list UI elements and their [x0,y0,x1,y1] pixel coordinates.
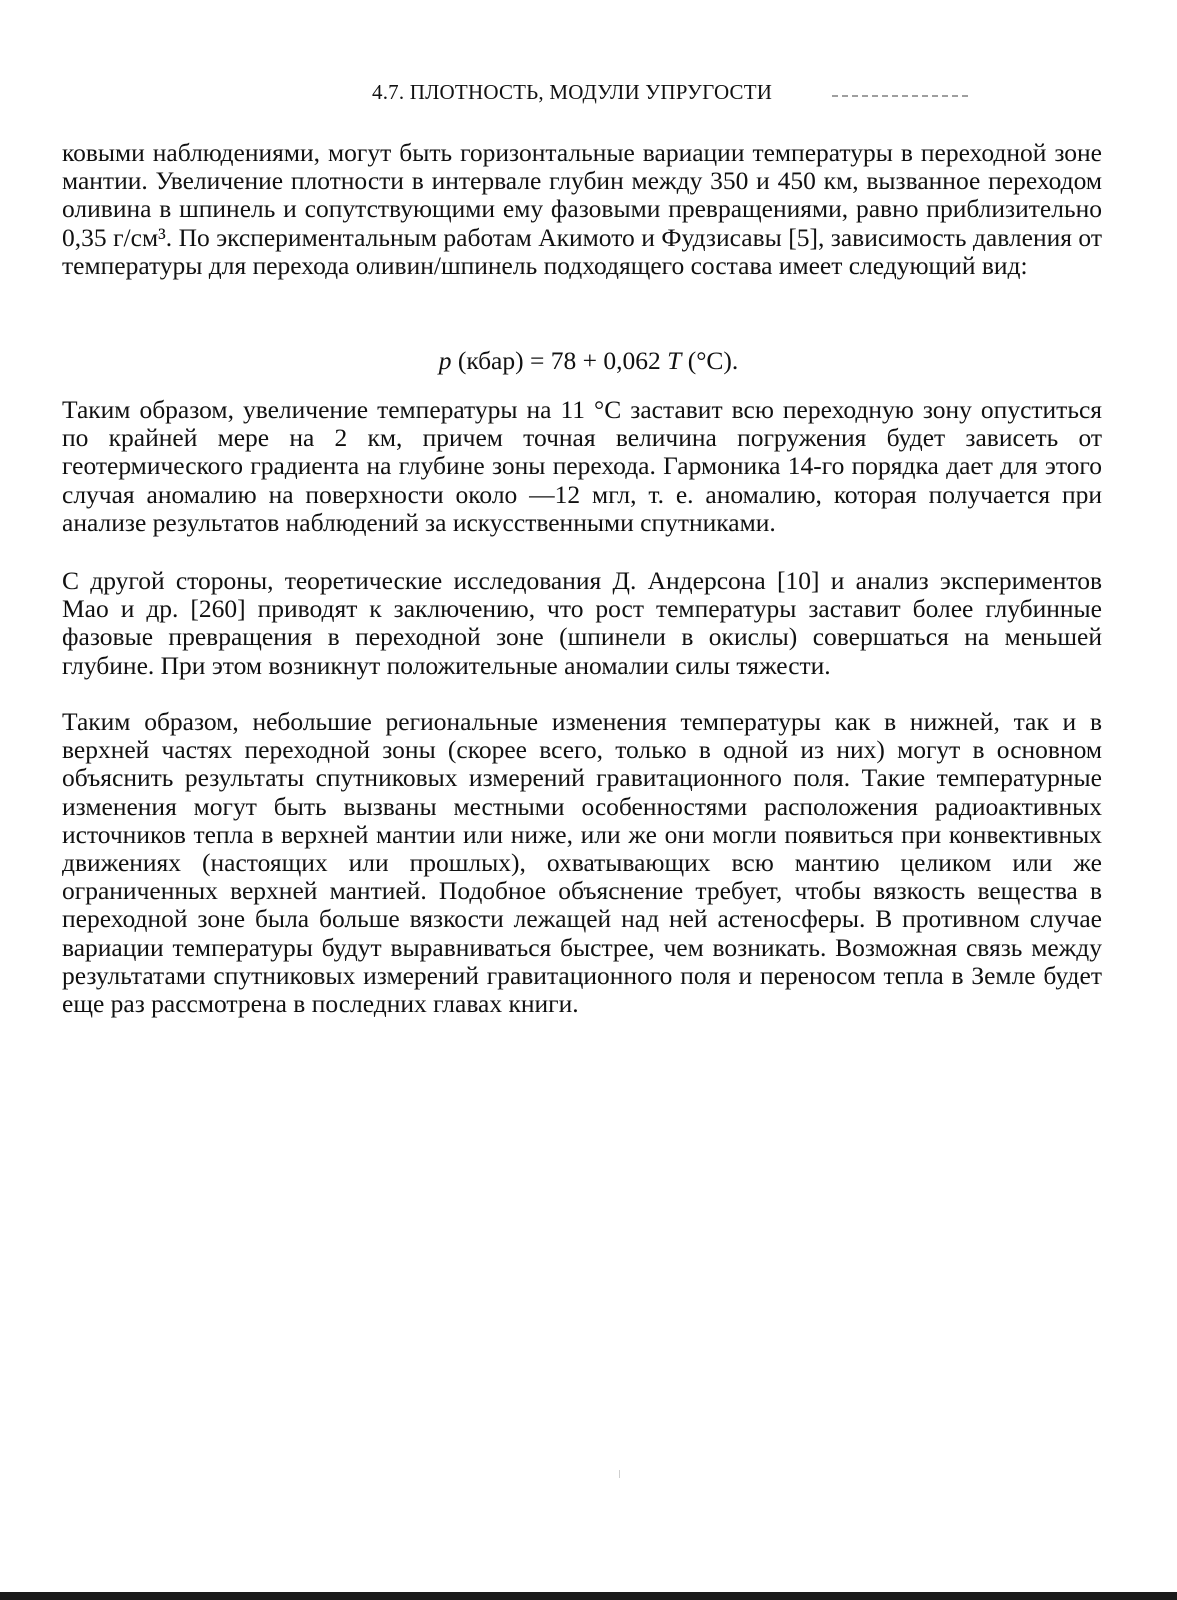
formula-pressure-variable: p [438,346,452,375]
formula-constant: 78 [550,346,577,375]
paragraph-2: Таким образом, увеличение температуры на 11 °С заставит всю переходную зону опуститься по крайней мере на 2 км, причем точная величина погружения будет зависеть от геотермического градиента на глубине зоны перехода. Гармоника 14-го порядка дает для этого случая аномалию на поверхности около —12 мгл, т. е. аномалию, которая получается при анализе результатов наблюдений за искусственными спутниками. [62,395,1102,537]
paragraph-1: ковыми наблюдениями, могут быть горизонтальные вариации температуры в переходной зоне мантии. Увеличение плотности в интервале глубин между 350 и 450 км, вызванное переходом оливина в шпинель и сопутствующими ему фазовыми превращениями, равно приблизительно 0,35 г/см³. По экспериментальным работам Акимото и Фудзисавы [5], зависимость давления от температуры для перехода оливин/шпинель подходящего состава имеет следующий вид: [62,138,1102,280]
scan-bottom-border [0,1592,1177,1600]
formula-temperature-unit: (°С). [687,346,739,375]
formula-plus-sign: + [582,346,598,375]
paragraph-3: С другой стороны, теоретические исследования Д. Андерсона [10] и анализ экспериментов Мао и др. [260] приводят к заключению, что рост температуры заставит более глубинные фазовые превращения в переходной зоне (шпинели в окислы) совершаться на меньшей глубине. При этом возникнут положительные аномалии силы тяжести. [62,566,1102,680]
scan-mark [619,1470,620,1478]
formula [0,346,1177,376]
formula-temperature-variable: T [667,346,682,375]
running-head: 4.7. ПЛОТНОСТЬ, МОДУЛИ УПРУГОСТИ [372,80,773,104]
paragraph-4: Таким образом, небольшие региональные изменения температуры как в нижней, так и в верхней частях переходной зоны (скорее всего, только в одной из них) могут в основном объяснить результаты спутниковых измерений гравитационного поля. Такие температурные изменения могут быть вызваны местными особенностями расположения радиоактивных источников тепла в верхней мантии или ниже, или же они могли появиться при конвективных движениях (настоящих или прошлых), охватывающих всю мантию целиком или же ограниченных верхней мантией. Подобное объяснение требует, чтобы вязкость вещества в переходной зоне была больше вязкости лежащей над ней астеносферы. В противном случае вариации температуры будут выравниваться быстрее, чем возникать. Возможная связь между результатами спутниковых измерений гравитационного поля и переносом тепла в Земле будет еще раз рассмотрена в последних главах книги. [62,707,1102,1019]
formula-coefficient: 0,062 [603,346,661,375]
formula-pressure-unit: (кбар) [457,346,524,375]
formula-equals-sign: = [529,346,545,375]
header-rule [832,95,968,97]
